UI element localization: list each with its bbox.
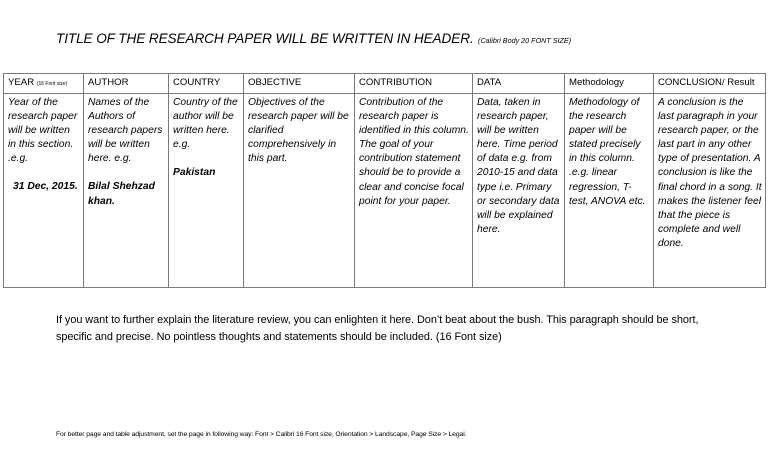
page-title [56,30,571,48]
header-objective: OBJECTIVE [244,74,355,94]
cell-methodology [565,94,654,288]
cell-author [84,94,169,288]
year-description: Year of the research paper will be written in this section. .e.g. [8,97,78,165]
literature-review-table [3,73,766,288]
year-example: 31 Dec, 2015. [13,181,78,193]
cell-data [473,94,565,288]
cell-country [169,94,244,288]
header-data: DATA [473,74,565,94]
country-example: Pakistan [173,167,216,179]
country-description: Country of the author will be written here. e.g. [173,97,238,151]
cell-year [4,94,84,288]
header-contribution: CONTRIBUTION [355,74,473,94]
page-setup-footnote: For better page and table adjustment, set the page in following way: Font > Calibri 16 Font size, Orientation > Landscape, Page Size > Legal. [56,431,467,438]
author-description: Names of the Authors of research papers will be written here. e.g. [88,97,163,165]
table-header-row [4,74,766,94]
data-description: Data, taken in research paper, will be written here. Time period of data e.g. from 2010-15 and data type i.e. Primary or secondary data will be explained here. [477,97,560,235]
header-year-font-note: (16 Font size) [36,81,68,87]
header-country: COUNTRY [169,74,244,94]
methodology-description: Methodology of the research paper will be stated precisely in this column. .e.g. linear regression, T-test, ANOVA etc. [569,97,646,207]
cell-objective [244,94,355,288]
header-methodology: Methodology [565,74,654,94]
table-row [4,94,766,288]
contribution-description: Contribution of the research paper is identified in this column. The goal of your contribution statement should be to provide a clear and concise focal point for your paper. [359,97,469,207]
header-year [4,74,84,94]
title-text: TITLE OF THE RESEARCH PAPER WILL BE WRITTEN IN HEADER. [56,31,474,46]
title-font-note: (Calibri Body 20 FONT SIZE) [478,36,572,45]
cell-contribution [355,94,473,288]
conclusion-description: A conclusion is the last paragraph in your research paper, or the last part in any other type of presentation. A conclusion is like the final chord in a song. It makes the listener feel that the piece is complete and well done. [658,97,762,249]
header-year-label: YEAR [8,77,35,88]
literature-review-paragraph: If you want to further explain the literature review, you can enlighten it here. Don’t beat about the bush. This paragraph should be short, specific and precise. No pointless thoughts and statements should be included. (16 Font size) [56,314,699,344]
header-author: AUTHOR [84,74,169,94]
cell-conclusion [654,94,766,288]
objective-description: Objectives of the research paper will be clarified comprehensively in this part. [248,97,349,165]
author-example: Bilal Shehzad khan. [88,181,155,207]
header-conclusion: CONCLUSION/ Result [654,74,766,94]
